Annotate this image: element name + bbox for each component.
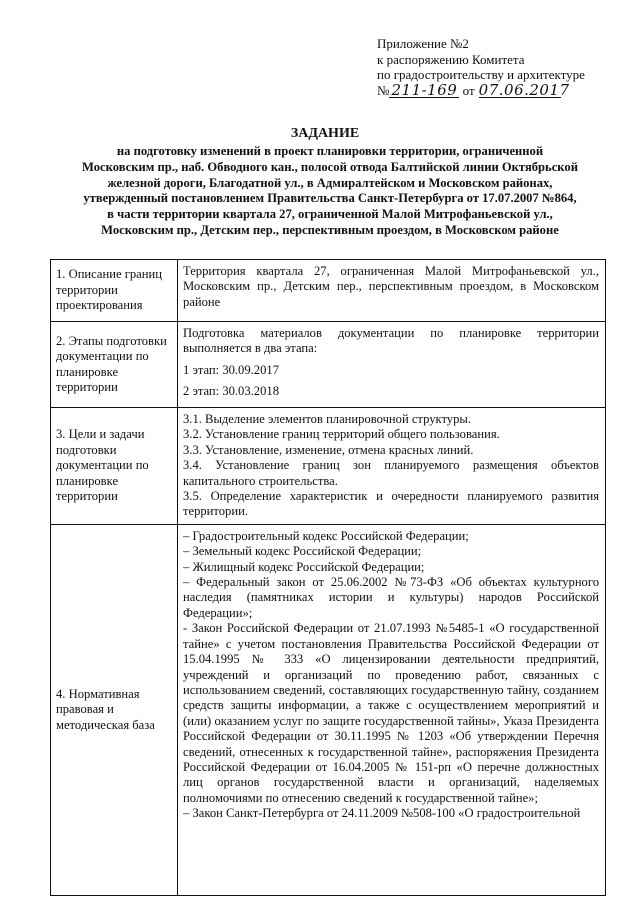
order-number: 211-169	[389, 83, 459, 98]
number-prefix: №	[377, 82, 390, 98]
content-paragraph: 3.3. Установление, изменение, отмена красных линий.	[183, 442, 474, 457]
content-paragraph: 1 этап: 30.09.2017	[183, 362, 279, 377]
heading-line: на подготовку изменений в проект планировки территории, ограниченной	[116, 144, 544, 158]
content-paragraph: 3.4. Установление границ зон планируемого размещения объектов капитального строительства.	[183, 458, 599, 488]
appendix-number-line	[377, 80, 585, 99]
row-content	[178, 260, 606, 322]
heading-line: Московским пр., наб. Обводного кан., полосой отвода Балтийской линии Октябрьской	[82, 159, 578, 174]
date-prefix: от	[462, 82, 475, 98]
document-title: ЗАДАНИЕ	[290, 126, 360, 141]
row-content	[178, 322, 606, 408]
row-label: 2. Этапы подготовки документации по планировке территории	[51, 322, 178, 408]
row-label: 4. Нормативная правовая и методическая база	[51, 524, 178, 895]
table-row	[51, 408, 606, 525]
task-table	[50, 259, 606, 896]
content-paragraph: Подготовка материалов документации по планировке территории выполняется в два этапа:	[183, 326, 599, 356]
content-paragraph: – Градостроительный кодекс Российской Федерации;	[183, 528, 469, 543]
content-paragraph: - Закон Российской Федерации от 21.07.1993 №5485-1 «О государственной тайне» с учетом постановления Правительства Российской Федерации от 15.04.1995 № 333 «О лицензировании деятельности предприятий, учреждений и организаций по проведению работ, связанных с использованием сведений, составляющих государственную тайну, созданием средств защиты информации, а также с осуществлением мероприятий и (или) оказанием услуг по защите государственной тайны», Указа Президента Российской Федерации от 30.11.1995 № 1203 «Об утверждении Перечня сведений, отнесенных к государственной тайне», распоряжения Президента Российской Федерации от 16.04.2005 № 151-рп «О перечне должностных лиц органов государственной власти и организаций, наделяемых полномочиями по отнесению сведений к государственной тайне»;	[183, 621, 599, 805]
content-paragraph: 3.5. Определение характеристик и очередности планируемого развития территории.	[183, 489, 599, 519]
appendix-line-3: по градостроительству и архитектуре	[377, 67, 585, 82]
row-label: 1. Описание границ территории проектирования	[51, 260, 178, 322]
document-heading	[40, 144, 620, 239]
row-content	[178, 524, 606, 895]
row-label: 3. Цели и задачи подготовки документации по планировке территории	[51, 408, 178, 525]
appendix-line-1: Приложение №2	[377, 36, 469, 51]
row-content	[178, 408, 606, 525]
heading-line: железной дороги, Благодатной ул., в Адмиралтейском и Московском районах,	[107, 175, 553, 190]
content-paragraph: – Закон Санкт-Петербурга от 24.11.2009 №508-100 «О градостроительной	[183, 806, 581, 821]
appendix-block	[377, 36, 585, 98]
heading-line: в части территории квартала 27, ограниченной Малой Митрофаньевской ул.,	[107, 207, 553, 222]
order-date: 07.06.2017	[478, 80, 570, 99]
appendix-line-2: к распоряжению Комитета	[377, 51, 525, 67]
content-paragraph: Территория квартала 27, ограниченная Малой Митрофаньевской ул., Московским пр., Детским пер., перспективным проездом, в Московском районе	[183, 264, 599, 309]
content-paragraph: 2 этап: 30.03.2018	[183, 384, 279, 399]
table-row	[51, 322, 606, 408]
table-row	[51, 524, 606, 895]
table-row	[51, 260, 606, 322]
heading-line: Московским пр., Детским пер., перспективным проездом, в Московском районе	[101, 222, 559, 237]
content-paragraph: – Земельный кодекс Российской Федерации;	[183, 544, 422, 559]
content-paragraph: – Жилищный кодекс Российской Федерации;	[183, 559, 425, 574]
heading-line: утвержденный постановлением Правительства Санкт-Петербурга от 17.07.2007 №864,	[83, 191, 577, 206]
content-paragraph: 3.2. Установление границ территорий общего пользования.	[183, 427, 500, 442]
content-paragraph: – Федеральный закон от 25.06.2002 №73-ФЗ «Об объектах культурного наследия (памятниках истории и культуры) народов Российской Федерации»;	[183, 575, 599, 620]
content-paragraph: 3.1. Выделение элементов планировочной структуры.	[183, 412, 472, 426]
